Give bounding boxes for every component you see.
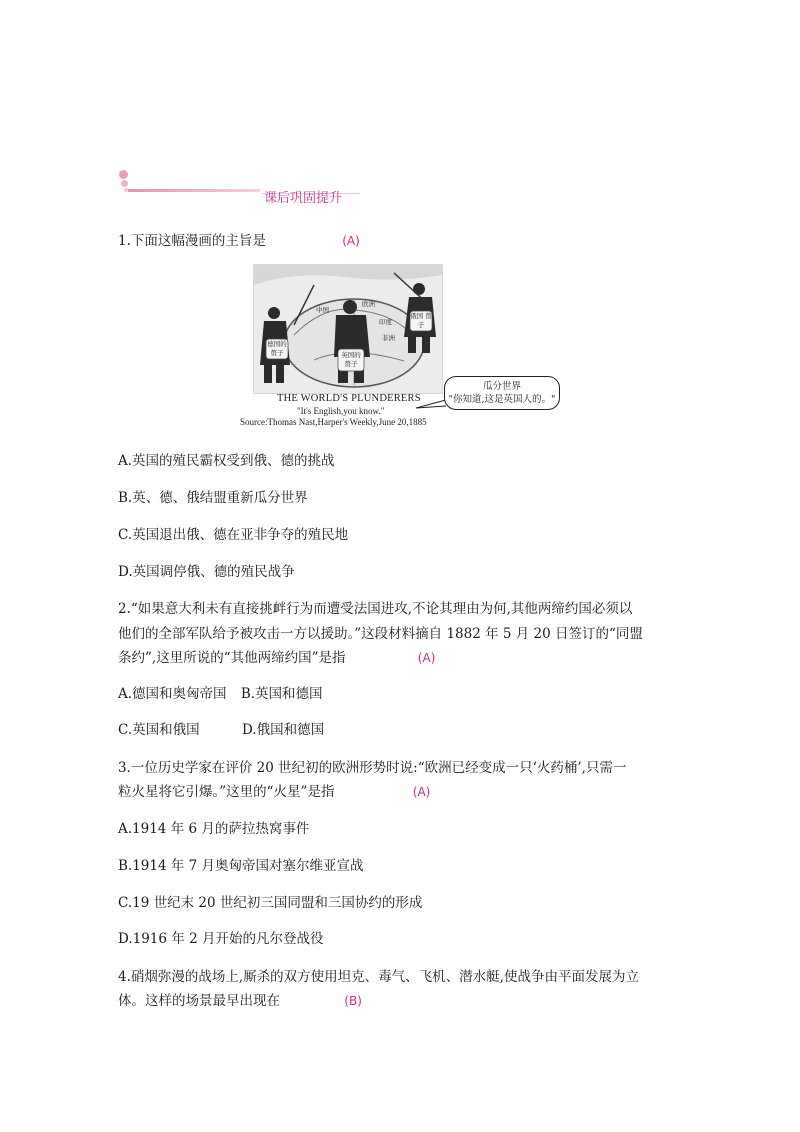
q1-stem: 1.下面这幅漫画的主旨是 [118,233,266,249]
cartoon-quote: "It's English,you know." [297,406,385,416]
speech-bubble [444,376,560,410]
q1-option-d: D.英国调停俄、德的殖民战争 [118,564,295,580]
q3-option-c: C.19 世纪末 20 世纪初三国同盟和三国协约的形成 [118,895,423,911]
cartoon-label-russia: 俄国 赘子 [410,312,432,329]
q3-option-b: B.1914 年 7 月奥匈帝国对塞尔维亚宣战 [118,858,364,874]
q3-option-a: A.1914 年 6 月的萨拉热窝事件 [118,821,310,837]
globe-label-europe: 欧洲 [362,300,375,308]
q2-options-row-1 [118,684,323,704]
cartoon-label-england: 英国的 赘子 [341,351,361,368]
bubble-line-2: "你知道,这是英国人的。" [448,394,556,405]
q4-line-1: 4.硝烟弥漫的战场上,厮杀的双方使用坦克、毒气、飞机、潜水艇,使战争由平面发展为立 [118,969,639,985]
q3-line-1: 3.一位历史学家在评价 20 世纪初的欧洲形势时说:“欧洲已经变成一只‘火药桶’,只需一 [118,760,627,776]
q2-line-1: 2.“如果意大利未有直接挑衅行为而遭受法国进攻,不论其理由为何,其他两缔约国必须以 [118,601,633,617]
cartoon-label-germany: 德国的 赘子 [267,340,287,357]
section-title: 课后巩固提升 [264,191,343,206]
q2-line-3: 条约”,这里所说的“其他两缔约国”是指 [118,650,346,666]
q2-option-d: D.俄国和德国 [241,722,325,738]
q1-answer: (A) [342,234,360,248]
q2-line-2: 他们的全部军队给予被攻击一方以援助。”这段材料摘自 1882 年 5 月 20 日签订的“同盟 [118,626,643,642]
q1-option-b: B.英、德、俄结盟重新瓜分世界 [118,490,308,506]
q1-cartoon-image [253,264,443,394]
q2-option-b: B.英国和德国 [240,686,323,702]
cartoon-source: Source:Thomas Nast,Harper's Weekly,June 20,1885 [240,417,427,427]
decor-dot-large [119,170,128,179]
q4-answer: (B) [344,994,362,1008]
section-rule [128,189,260,192]
q4-line-2-row [118,991,362,1011]
q1-option-a: A.英国的殖民霸权受到俄、德的挑战 [118,453,335,469]
cartoon-title: THE WORLD'S PLUNDERERS [277,393,421,404]
q3-option-d: D.1916 年 2 月开始的凡尔登战役 [118,931,324,947]
speech-bubble-tail [414,398,446,410]
globe-label-india: 印度 [379,318,392,326]
q1-option-c: C.英国退出俄、德在亚非争夺的殖民地 [118,527,349,543]
q2-option-c: C.英国和俄国 [118,722,200,738]
q3-line-2: 粒火星将它引爆。”这里的“火星”是指 [118,784,335,800]
bubble-line-1: 瓜分世界 [482,381,521,392]
q2-line-3-row [118,648,435,668]
q1-stem-line [118,231,360,251]
q4-line-2: 体。这样的场景最早出现在 [118,993,280,1009]
q3-line-2-row [118,782,430,802]
q3-answer: (A) [412,785,431,799]
q2-answer: (A) [417,651,436,665]
globe-label-china: 中国 [316,306,329,314]
q2-option-a: A.德国和奥匈帝国 [118,686,227,702]
globe-label-africa: 非洲 [382,334,395,342]
decor-dot-medium [121,180,128,187]
q2-options-row-2 [118,720,324,740]
